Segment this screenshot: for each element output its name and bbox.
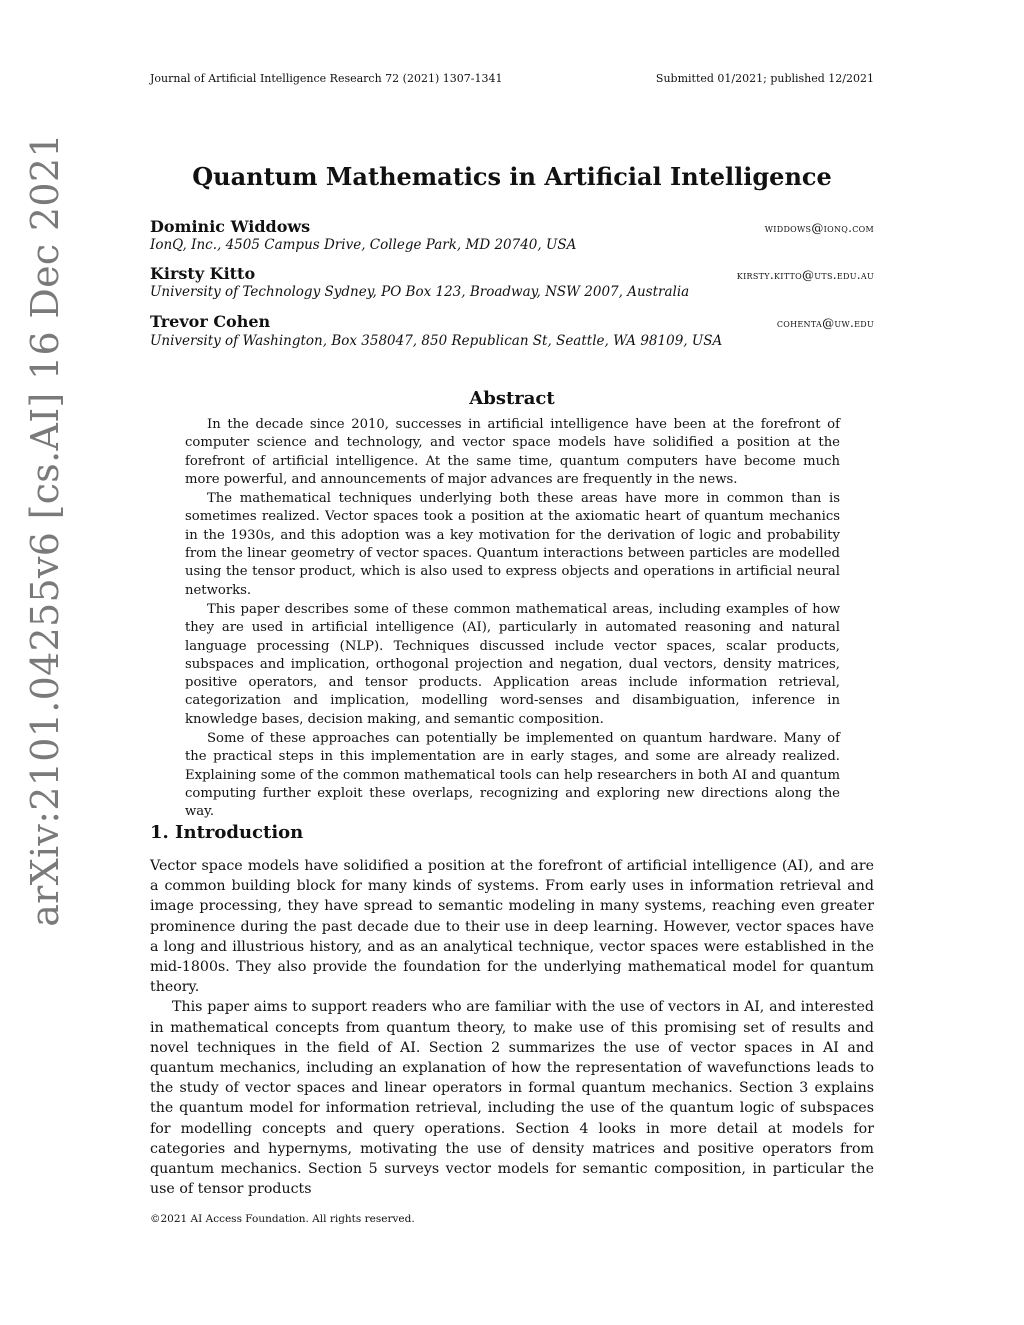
author-email: widdows@ionq.com [764,221,874,235]
submission-dates: Submitted 01/2021; published 12/2021 [655,71,874,85]
body-paragraph: This paper aims to support readers who are familiar with the use of vectors in AI, and interested in mathematical concepts from quantum theory, to make use of this promising set of results and novel techniques in the field of AI. Section 2 summarizes the use of vector spaces in AI and quantum mechanics, including an explanation of how the representation of wavefunctions leads to the study of vector spaces and linear operators in formal quantum mechanics. Section 3 explains the quantum model for information retrieval, including the use of the quantum logic of subspaces for modelling concepts and query operations. Section 4 looks in more detail at models for categories and hypernyms, motivating the use of density matrices and positive operators from quantum mechanics. Section 5 surveys vector models for semantic composition, in particular the use of tensor products [150,999,874,1198]
author-affiliation: IonQ, Inc., 4505 Campus Drive, College Park, MD 20740, USA [150,237,577,253]
journal-citation: Journal of Artificial Intelligence Research 72 (2021) 1307-1341 [150,71,503,85]
author-affiliation: University of Washington, Box 358047, 850 Republican St, Seattle, WA 98109, USA [150,333,723,349]
introduction-body [150,856,874,1199]
abstract-paragraph: Some of these approaches can potentially be implemented on quantum hardware. Many of the practical steps in this implementation are in early stages, and some are already realized. Explaining some of the common mathematical tools can help researchers in both AI and quantum computing further exploit these overlaps, recognizing and exploring new directions along the way. [185,731,840,820]
author-1 [150,217,874,236]
author-name: Trevor Cohen [150,312,271,331]
paper-title: Quantum Mathematics in Artificial Intelligence [192,162,832,191]
abstract-heading: Abstract [469,388,555,409]
copyright-footer: ©2021 AI Access Foundation. All rights reserved. [150,1213,415,1225]
author-email: kirsty.kitto@uts.edu.au [736,268,874,282]
section-heading-introduction: 1. Introduction [150,822,304,843]
body-paragraph: Vector space models have solidified a position at the forefront of artificial intelligence (AI), and are a common building block for many kinds of systems. From early uses in information retrieval and image processing, they have spread to semantic modeling in many systems, reaching even greater prominence during the past decade due to their use in deep learning. However, vector spaces have a long and illustrious history, and as an analytical technique, vector spaces were established in the mid-1800s. They also provide the foundation for the underlying mathematical model for quantum theory. [150,858,874,996]
author-2 [150,264,874,283]
abstract-body [185,416,840,823]
arxiv-stamp: arXiv:2101.04255v6 [cs.AI] 16 Dec 2021 [23,133,67,927]
abstract-paragraph: In the decade since 2010, successes in artificial intelligence have been at the forefront of computer science and technology, and vector space models have solidified a position at the forefront of artificial intelligence. At the same time, quantum computers have become much more powerful, and announcements of major advances are frequently in the news. [185,417,840,487]
abstract-paragraph: This paper describes some of these common mathematical areas, including examples of how they are used in artificial intelligence (AI), particularly in automated reasoning and natural language processing (NLP). Techniques discussed include vector spaces, scalar products, subspaces and implication, orthogonal projection and negation, dual vectors, density matrices, positive operators, and tensor products. Application areas include information retrieval, categorization and implication, modelling word-senses and disambiguation, inference in knowledge bases, decision making, and semantic composition. [185,601,840,727]
author-3 [150,312,874,331]
running-header [150,70,874,86]
author-affiliation: University of Technology Sydney, PO Box 123, Broadway, NSW 2007, Australia [150,284,690,300]
author-name: Dominic Widdows [150,217,311,236]
author-name: Kirsty Kitto [150,264,256,283]
abstract-paragraph: The mathematical techniques underlying both these areas have more in common than is sometimes realized. Vector spaces took a position at the axiomatic heart of quantum mechanics in the 1930s, and this adoption was a key motivation for the derivation of logic and probability from the linear geometry of vector spaces. Quantum interactions between particles are modelled using the tensor product, which is also used to express objects and operations in artificial neural networks. [185,491,840,598]
author-email: cohenta@uw.edu [776,316,874,330]
